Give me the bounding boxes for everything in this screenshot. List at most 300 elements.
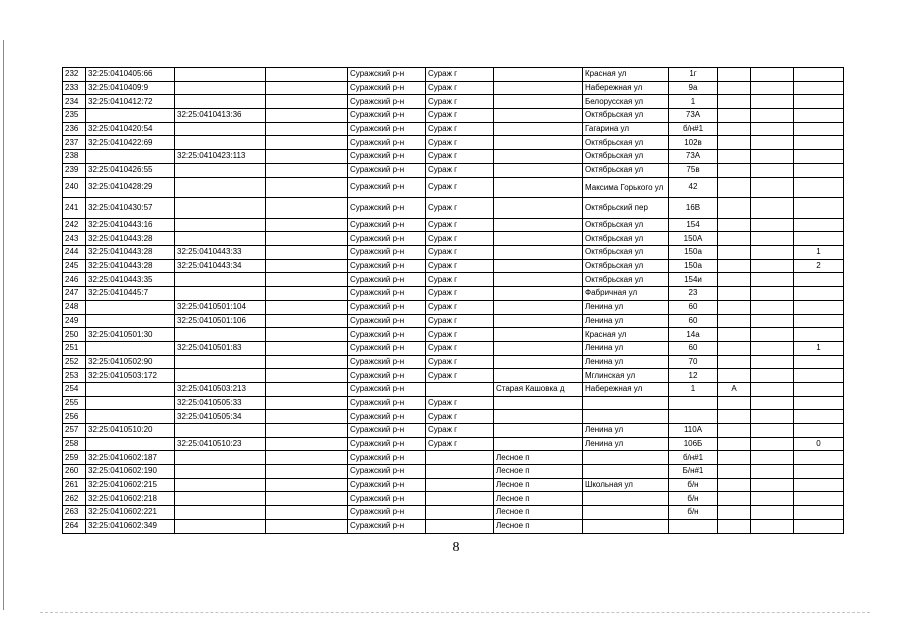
cell-house-number: 1 xyxy=(669,382,718,396)
cell-district: Суражский р-н xyxy=(348,492,426,506)
cell-blank-column xyxy=(266,109,348,123)
cell-unit-number xyxy=(794,424,844,438)
cell-unit-number: 1 xyxy=(794,246,844,260)
cell-building-letter xyxy=(718,109,751,123)
cell-district: Суражский р-н xyxy=(348,369,426,383)
cell-settlement xyxy=(494,122,583,136)
cell-parent-cadastral-number: 32:25:0410501:106 xyxy=(175,314,266,328)
cell-cadastral-number: 32:25:0410501:30 xyxy=(86,328,175,342)
cell-street: Октябрьская ул xyxy=(583,218,669,232)
cell-cadastral-number xyxy=(86,341,175,355)
cell-district: Суражский р-н xyxy=(348,465,426,479)
cell-blank-column xyxy=(266,506,348,520)
register-table-body xyxy=(63,68,844,534)
cell-parent-cadastral-number: 32:25:0410510:23 xyxy=(175,437,266,451)
cell-house-number xyxy=(669,396,718,410)
cell-apartment xyxy=(751,163,794,177)
cell-settlement xyxy=(494,232,583,246)
cell-street: Ленина ул xyxy=(583,341,669,355)
table-row xyxy=(63,424,844,438)
cell-cadastral-number: 32:25:0410445:7 xyxy=(86,287,175,301)
cell-row-number: 237 xyxy=(63,136,86,150)
cell-district: Суражский р-н xyxy=(348,81,426,95)
cell-city: Сураж г xyxy=(426,122,494,136)
cell-apartment xyxy=(751,68,794,82)
cell-parent-cadastral-number: 32:25:0410413:36 xyxy=(175,109,266,123)
cell-parent-cadastral-number xyxy=(175,369,266,383)
cell-street: Красная ул xyxy=(583,68,669,82)
cell-apartment xyxy=(751,109,794,123)
cell-row-number: 261 xyxy=(63,478,86,492)
cell-unit-number xyxy=(794,396,844,410)
cell-district: Суражский р-н xyxy=(348,396,426,410)
cell-row-number: 234 xyxy=(63,95,86,109)
cell-district: Суражский р-н xyxy=(348,382,426,396)
cell-building-letter xyxy=(718,437,751,451)
cell-city: Сураж г xyxy=(426,300,494,314)
cell-city xyxy=(426,382,494,396)
cell-blank-column xyxy=(266,492,348,506)
cell-parent-cadastral-number: 32:25:0410505:33 xyxy=(175,396,266,410)
cell-district: Суражский р-н xyxy=(348,506,426,520)
cell-house-number: б/н xyxy=(669,506,718,520)
cell-building-letter xyxy=(718,163,751,177)
cell-settlement xyxy=(494,273,583,287)
cell-unit-number xyxy=(794,478,844,492)
cell-building-letter xyxy=(718,122,751,136)
table-row xyxy=(63,81,844,95)
cell-unit-number xyxy=(794,382,844,396)
cell-building-letter xyxy=(718,396,751,410)
cell-row-number: 246 xyxy=(63,273,86,287)
cell-street: Ленина ул xyxy=(583,355,669,369)
cell-unit-number: 1 xyxy=(794,341,844,355)
cell-district: Суражский р-н xyxy=(348,95,426,109)
cell-unit-number xyxy=(794,287,844,301)
cell-cadastral-number: 32:25:0410602:187 xyxy=(86,451,175,465)
page-number: 8 xyxy=(452,540,460,555)
cell-house-number: 14а xyxy=(669,328,718,342)
cell-building-letter xyxy=(718,478,751,492)
cell-city: Сураж г xyxy=(426,109,494,123)
cell-blank-column xyxy=(266,519,348,533)
cell-building-letter xyxy=(718,177,751,198)
cell-street: Гагарина ул xyxy=(583,122,669,136)
cell-settlement xyxy=(494,287,583,301)
cell-blank-column xyxy=(266,122,348,136)
cell-city xyxy=(426,506,494,520)
cell-cadastral-number xyxy=(86,314,175,328)
cell-parent-cadastral-number xyxy=(175,492,266,506)
cell-apartment xyxy=(751,246,794,260)
cell-settlement xyxy=(494,150,583,164)
cell-city: Сураж г xyxy=(426,95,494,109)
cell-unit-number xyxy=(794,163,844,177)
cell-house-number: 75в xyxy=(669,163,718,177)
cell-district: Суражский р-н xyxy=(348,232,426,246)
cell-unit-number xyxy=(794,198,844,219)
cell-unit-number: 0 xyxy=(794,437,844,451)
cell-building-letter xyxy=(718,369,751,383)
cell-settlement xyxy=(494,341,583,355)
cell-city: Сураж г xyxy=(426,218,494,232)
cell-building-letter xyxy=(718,246,751,260)
table-row xyxy=(63,396,844,410)
cell-apartment xyxy=(751,396,794,410)
cell-house-number: б/н xyxy=(669,492,718,506)
cell-cadastral-number: 32:25:0410428:29 xyxy=(86,177,175,198)
cell-building-letter xyxy=(718,218,751,232)
cell-settlement xyxy=(494,109,583,123)
cell-row-number: 250 xyxy=(63,328,86,342)
cell-cadastral-number: 32:25:0410412:72 xyxy=(86,95,175,109)
table-row xyxy=(63,150,844,164)
cell-apartment xyxy=(751,410,794,424)
cell-settlement xyxy=(494,218,583,232)
cell-apartment xyxy=(751,198,794,219)
table-row xyxy=(63,492,844,506)
table-row xyxy=(63,478,844,492)
cell-cadastral-number xyxy=(86,410,175,424)
cell-district: Суражский р-н xyxy=(348,68,426,82)
cell-district: Суражский р-н xyxy=(348,218,426,232)
cell-district: Суражский р-н xyxy=(348,478,426,492)
cell-cadastral-number: 32:25:0410409:9 xyxy=(86,81,175,95)
cell-parent-cadastral-number xyxy=(175,177,266,198)
cell-street: Белорусская ул xyxy=(583,95,669,109)
table-row xyxy=(63,198,844,219)
cell-city: Сураж г xyxy=(426,355,494,369)
cell-house-number: 154 xyxy=(669,218,718,232)
cell-district: Суражский р-н xyxy=(348,410,426,424)
cell-apartment xyxy=(751,259,794,273)
cell-parent-cadastral-number xyxy=(175,81,266,95)
table-row xyxy=(63,355,844,369)
cell-district: Суражский р-н xyxy=(348,198,426,219)
cell-blank-column xyxy=(266,341,348,355)
cell-parent-cadastral-number xyxy=(175,287,266,301)
cell-blank-column xyxy=(266,177,348,198)
cell-city: Сураж г xyxy=(426,259,494,273)
cell-city xyxy=(426,492,494,506)
cell-district: Суражский р-н xyxy=(348,273,426,287)
cell-street: Максима Горького ул xyxy=(583,177,669,198)
cell-parent-cadastral-number xyxy=(175,506,266,520)
cell-apartment xyxy=(751,519,794,533)
cell-parent-cadastral-number: 32:25:0410503:213 xyxy=(175,382,266,396)
cell-apartment xyxy=(751,287,794,301)
cell-building-letter xyxy=(718,492,751,506)
cell-blank-column xyxy=(266,150,348,164)
cell-parent-cadastral-number: 32:25:0410501:104 xyxy=(175,300,266,314)
cell-street: Октябрьская ул xyxy=(583,273,669,287)
cell-parent-cadastral-number xyxy=(175,273,266,287)
cell-row-number: 258 xyxy=(63,437,86,451)
cell-street: Набережная ул xyxy=(583,382,669,396)
cell-district: Суражский р-н xyxy=(348,300,426,314)
cell-cadastral-number: 32:25:0410502:90 xyxy=(86,355,175,369)
cell-house-number: 150а xyxy=(669,259,718,273)
table-row xyxy=(63,163,844,177)
cell-parent-cadastral-number xyxy=(175,328,266,342)
cell-city: Сураж г xyxy=(426,68,494,82)
cell-row-number: 254 xyxy=(63,382,86,396)
cell-settlement xyxy=(494,396,583,410)
cell-cadastral-number: 32:25:0410443:35 xyxy=(86,273,175,287)
cell-street: Октябрьская ул xyxy=(583,246,669,260)
cell-cadastral-number: 32:25:0410430:57 xyxy=(86,198,175,219)
cell-settlement xyxy=(494,177,583,198)
cell-blank-column xyxy=(266,232,348,246)
cell-building-letter xyxy=(718,424,751,438)
cell-cadastral-number: 32:25:0410602:190 xyxy=(86,465,175,479)
cell-house-number: 110А xyxy=(669,424,718,438)
cell-house-number: Б/н#1 xyxy=(669,465,718,479)
cell-parent-cadastral-number: 32:25:0410443:34 xyxy=(175,259,266,273)
cell-unit-number xyxy=(794,95,844,109)
cell-street: Мглинская ул xyxy=(583,369,669,383)
cell-row-number: 241 xyxy=(63,198,86,219)
cell-settlement xyxy=(494,68,583,82)
cell-apartment xyxy=(751,492,794,506)
cell-parent-cadastral-number xyxy=(175,478,266,492)
cell-city: Сураж г xyxy=(426,396,494,410)
cell-city: Сураж г xyxy=(426,437,494,451)
cell-blank-column xyxy=(266,68,348,82)
cell-settlement xyxy=(494,369,583,383)
cell-cadastral-number: 32:25:0410510:20 xyxy=(86,424,175,438)
cell-row-number: 232 xyxy=(63,68,86,82)
cell-cadastral-number: 32:25:0410422:69 xyxy=(86,136,175,150)
cell-building-letter xyxy=(718,68,751,82)
scan-edge-line xyxy=(3,40,4,610)
cell-street: Октябрьская ул xyxy=(583,109,669,123)
cell-unit-number xyxy=(794,232,844,246)
cell-parent-cadastral-number xyxy=(175,136,266,150)
cadastral-register-table xyxy=(62,67,844,534)
cell-row-number: 236 xyxy=(63,122,86,136)
cell-street xyxy=(583,519,669,533)
cell-street: Ленина ул xyxy=(583,424,669,438)
cell-district: Суражский р-н xyxy=(348,150,426,164)
cell-parent-cadastral-number xyxy=(175,465,266,479)
cell-district: Суражский р-н xyxy=(348,246,426,260)
cell-row-number: 259 xyxy=(63,451,86,465)
cell-blank-column xyxy=(266,198,348,219)
cell-apartment xyxy=(751,232,794,246)
cell-apartment xyxy=(751,314,794,328)
cell-street: Ленина ул xyxy=(583,437,669,451)
cell-apartment xyxy=(751,451,794,465)
cell-unit-number xyxy=(794,410,844,424)
cell-district: Суражский р-н xyxy=(348,519,426,533)
cell-apartment xyxy=(751,465,794,479)
cell-unit-number xyxy=(794,300,844,314)
cell-district: Суражский р-н xyxy=(348,287,426,301)
table-row xyxy=(63,218,844,232)
cell-parent-cadastral-number xyxy=(175,198,266,219)
cell-parent-cadastral-number xyxy=(175,218,266,232)
cell-cadastral-number: 32:25:0410602:218 xyxy=(86,492,175,506)
table-row xyxy=(63,451,844,465)
cell-blank-column xyxy=(266,478,348,492)
cell-cadastral-number xyxy=(86,382,175,396)
cell-city: Сураж г xyxy=(426,163,494,177)
cell-house-number: 42 xyxy=(669,177,718,198)
cell-row-number: 242 xyxy=(63,218,86,232)
cell-blank-column xyxy=(266,328,348,342)
table-row xyxy=(63,122,844,136)
cell-city: Сураж г xyxy=(426,136,494,150)
cell-house-number: б/н xyxy=(669,478,718,492)
cell-apartment xyxy=(751,81,794,95)
table-row xyxy=(63,519,844,533)
cell-parent-cadastral-number xyxy=(175,95,266,109)
cell-street: Октябрьская ул xyxy=(583,136,669,150)
cell-house-number: 1 xyxy=(669,95,718,109)
cell-street xyxy=(583,492,669,506)
cell-unit-number xyxy=(794,273,844,287)
cell-row-number: 235 xyxy=(63,109,86,123)
cell-district: Суражский р-н xyxy=(348,424,426,438)
cell-unit-number xyxy=(794,492,844,506)
cell-street: Школьная ул xyxy=(583,478,669,492)
cell-blank-column xyxy=(266,218,348,232)
cell-blank-column xyxy=(266,465,348,479)
cell-unit-number: 2 xyxy=(794,259,844,273)
cell-city: Сураж г xyxy=(426,246,494,260)
cell-row-number: 248 xyxy=(63,300,86,314)
table-row xyxy=(63,314,844,328)
cell-apartment xyxy=(751,136,794,150)
cell-parent-cadastral-number: 32:25:0410505:34 xyxy=(175,410,266,424)
cell-settlement xyxy=(494,246,583,260)
cell-blank-column xyxy=(266,355,348,369)
cell-settlement: Лесное п xyxy=(494,465,583,479)
cell-row-number: 255 xyxy=(63,396,86,410)
cell-city: Сураж г xyxy=(426,287,494,301)
cell-cadastral-number xyxy=(86,150,175,164)
cell-house-number: 60 xyxy=(669,314,718,328)
cell-house-number: 23 xyxy=(669,287,718,301)
cell-house-number: 150А xyxy=(669,232,718,246)
cell-unit-number xyxy=(794,109,844,123)
cell-blank-column xyxy=(266,95,348,109)
cell-street: Октябрьская ул xyxy=(583,232,669,246)
cell-unit-number xyxy=(794,122,844,136)
cell-district: Суражский р-н xyxy=(348,437,426,451)
cell-district: Суражский р-н xyxy=(348,314,426,328)
cell-city: Сураж г xyxy=(426,81,494,95)
cell-row-number: 239 xyxy=(63,163,86,177)
cell-district: Суражский р-н xyxy=(348,177,426,198)
cell-street: Октябрьская ул xyxy=(583,150,669,164)
cell-building-letter xyxy=(718,451,751,465)
cell-city: Сураж г xyxy=(426,232,494,246)
cell-cadastral-number xyxy=(86,396,175,410)
cell-building-letter xyxy=(718,410,751,424)
cell-street xyxy=(583,506,669,520)
cell-row-number: 243 xyxy=(63,232,86,246)
cell-building-letter xyxy=(718,314,751,328)
cell-building-letter xyxy=(718,519,751,533)
cell-parent-cadastral-number xyxy=(175,451,266,465)
cell-blank-column xyxy=(266,287,348,301)
cell-house-number: 60 xyxy=(669,300,718,314)
cell-city: Сураж г xyxy=(426,273,494,287)
cell-apartment xyxy=(751,478,794,492)
cell-row-number: 249 xyxy=(63,314,86,328)
cell-unit-number xyxy=(794,328,844,342)
cell-district: Суражский р-н xyxy=(348,451,426,465)
table-row xyxy=(63,232,844,246)
cell-row-number: 260 xyxy=(63,465,86,479)
cell-row-number: 256 xyxy=(63,410,86,424)
scan-noise-line xyxy=(40,612,870,614)
cell-cadastral-number: 32:25:0410443:28 xyxy=(86,246,175,260)
cell-district: Суражский р-н xyxy=(348,328,426,342)
cell-blank-column xyxy=(266,369,348,383)
cell-cadastral-number: 32:25:0410443:28 xyxy=(86,232,175,246)
cell-district: Суражский р-н xyxy=(348,259,426,273)
cell-street: Октябрьская ул xyxy=(583,163,669,177)
cell-blank-column xyxy=(266,382,348,396)
cell-blank-column xyxy=(266,300,348,314)
cell-district: Суражский р-н xyxy=(348,163,426,177)
cell-district: Суражский р-н xyxy=(348,355,426,369)
cell-settlement: Лесное п xyxy=(494,451,583,465)
cell-street: Октябрьский пер xyxy=(583,198,669,219)
cell-unit-number xyxy=(794,314,844,328)
cell-row-number: 247 xyxy=(63,287,86,301)
table-row xyxy=(63,246,844,260)
cell-city: Сураж г xyxy=(426,424,494,438)
cell-unit-number xyxy=(794,355,844,369)
cell-house-number: 9а xyxy=(669,81,718,95)
cell-parent-cadastral-number: 32:25:0410423:113 xyxy=(175,150,266,164)
cell-settlement: Лесное п xyxy=(494,478,583,492)
cell-row-number: 238 xyxy=(63,150,86,164)
cell-building-letter xyxy=(718,136,751,150)
cell-street: Октябрьская ул xyxy=(583,259,669,273)
table-row xyxy=(63,109,844,123)
cell-street xyxy=(583,410,669,424)
cell-cadastral-number: 32:25:0410443:28 xyxy=(86,259,175,273)
cell-building-letter xyxy=(718,355,751,369)
cell-parent-cadastral-number xyxy=(175,355,266,369)
cell-settlement: Лесное п xyxy=(494,506,583,520)
cell-settlement xyxy=(494,300,583,314)
cell-settlement xyxy=(494,410,583,424)
cell-apartment xyxy=(751,328,794,342)
cell-building-letter xyxy=(718,273,751,287)
cell-row-number: 233 xyxy=(63,81,86,95)
cell-building-letter xyxy=(718,300,751,314)
table-row xyxy=(63,382,844,396)
cell-cadastral-number xyxy=(86,437,175,451)
cell-house-number xyxy=(669,519,718,533)
cell-parent-cadastral-number xyxy=(175,163,266,177)
cell-blank-column xyxy=(266,451,348,465)
cell-apartment xyxy=(751,382,794,396)
cell-settlement xyxy=(494,328,583,342)
cell-settlement: Лесное п xyxy=(494,492,583,506)
cell-parent-cadastral-number xyxy=(175,68,266,82)
cell-settlement xyxy=(494,437,583,451)
table-row xyxy=(63,328,844,342)
cell-settlement xyxy=(494,81,583,95)
cell-district: Суражский р-н xyxy=(348,122,426,136)
